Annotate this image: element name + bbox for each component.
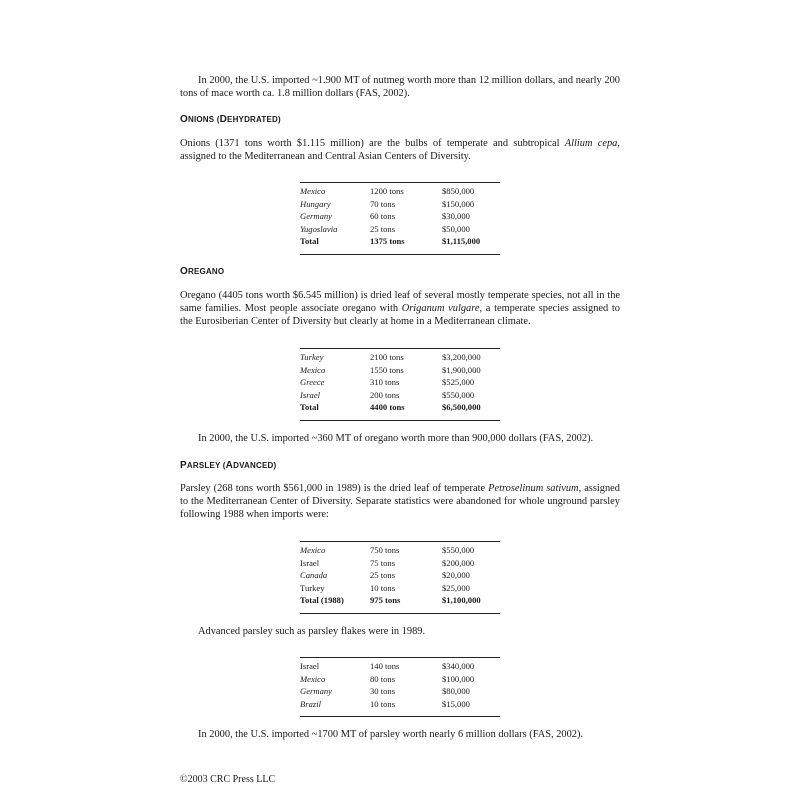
quantity-cell: 60 tons: [370, 211, 396, 221]
heading-onions-rest: NIONS (: [187, 115, 220, 124]
value-cell: $6,500,000: [442, 401, 500, 420]
table-row: [300, 183, 500, 198]
quantity-cell: 2100 tons: [370, 349, 442, 364]
value-cell: $550,000: [442, 542, 500, 557]
table-row: [300, 658, 500, 673]
country-cell: Mexico: [300, 183, 370, 198]
paragraph-parsley-a: Parsley (268 tons worth $561,000 in 1989) is the dried leaf of temperate: [180, 483, 489, 494]
heading-parsley-initial: P: [180, 460, 187, 471]
copyright-footer: ©2003 CRC Press LLC: [180, 774, 276, 785]
paragraph-oregano-a: Oregano (4405 tons worth $6.545 million) is dried leaf of several mostly temperate species, not all in the same families. Most people associate oregano with: [180, 290, 620, 314]
country-cell: Israel: [300, 658, 370, 673]
value-cell: $100,000: [442, 673, 475, 684]
paragraph-onions-a: Onions (1371 tons worth $1.115 million) are the bulbs of temperate and subtropical: [180, 138, 565, 149]
quantity-cell: 1200 tons: [370, 183, 442, 198]
paragraph-onions-b: , assigned to the Mediterranean and Central Asian Centers of Diversity.: [180, 138, 620, 162]
heading-parsley-rest2: DVANCED): [233, 461, 277, 470]
quantity-cell: 75 tons: [370, 557, 396, 568]
heading-parsley: [180, 460, 276, 471]
species-allium: Allium cepa: [564, 138, 618, 149]
value-cell: $150,000: [442, 198, 475, 209]
table-row: [300, 349, 500, 364]
table-row: [300, 542, 500, 557]
country-cell: Israel: [300, 389, 321, 400]
country-cell: Total: [300, 401, 370, 420]
paragraph-oregano-imports: In 2000, the U.S. imported ~360 MT of oregano worth more than 900,000 dollars (FAS, 2002).: [198, 433, 594, 444]
country-cell: Brazil: [300, 698, 370, 717]
country-cell: Mexico: [300, 673, 326, 684]
paragraph-advanced-parsley: Advanced parsley such as parsley flakes were in 1989.: [198, 626, 426, 637]
country-cell: Germany: [300, 211, 332, 221]
species-petroselinum: Petroselinum sativum: [488, 483, 579, 494]
table-row: [300, 210, 500, 223]
table-row: [300, 376, 500, 389]
country-cell: Hungary: [300, 198, 331, 209]
heading-parsley-initial2: A: [225, 460, 234, 471]
value-cell: $525,000: [442, 377, 475, 387]
table-oregano: [300, 348, 500, 421]
quantity-cell: 80 tons: [370, 673, 396, 684]
value-cell: $200,000: [442, 557, 475, 568]
country-cell: Germany: [300, 686, 332, 696]
table-row: [300, 401, 500, 420]
table-row: [300, 685, 500, 698]
paragraph-parsley-imports: In 2000, the U.S. imported ~1700 MT of parsley worth nearly 6 million dollars (FAS, 2002).: [198, 729, 584, 740]
table-row: [300, 673, 500, 686]
country-cell: Total: [300, 235, 370, 254]
table-row: [300, 557, 500, 570]
value-cell: $550,000: [442, 389, 475, 400]
country-cell: Yugoslavia: [300, 223, 338, 234]
value-cell: $850,000: [442, 183, 500, 198]
quantity-cell: 1375 tons: [370, 235, 442, 254]
country-cell: Total (1988): [300, 594, 370, 613]
table-row: [300, 698, 500, 717]
value-cell: $1,100,000: [442, 594, 500, 613]
heading-onions: [180, 114, 281, 125]
paragraph-onions: [180, 137, 620, 163]
quantity-cell: 975 tons: [370, 594, 442, 613]
table-row: [300, 235, 500, 254]
paragraph-oregano-b: , a temperate species assigned to the Eurosiberian Center of Diversity but clearly at home in a Mediterranean climate.: [180, 303, 620, 327]
value-cell: $30,000: [442, 211, 470, 221]
table-onions: [300, 182, 500, 255]
country-cell: Mexico: [300, 542, 370, 557]
value-cell: $20,000: [442, 570, 470, 580]
paragraph-parsley: [180, 482, 620, 521]
quantity-cell: 70 tons: [370, 198, 396, 209]
quantity-cell: 4400 tons: [370, 401, 442, 420]
value-cell: $340,000: [442, 658, 500, 673]
table-row: [300, 389, 500, 402]
value-cell: $3,200,000: [442, 349, 500, 364]
quantity-cell: 10 tons: [370, 582, 396, 593]
heading-oregano-rest: REGANO: [187, 267, 225, 276]
table-row: [300, 569, 500, 582]
heading-oregano-initial: O: [180, 266, 188, 277]
quantity-cell: 25 tons: [370, 570, 396, 580]
table-row: [300, 198, 500, 211]
value-cell: $50,000: [442, 223, 470, 234]
quantity-cell: 310 tons: [370, 377, 400, 387]
value-cell: $1,900,000: [442, 364, 481, 375]
country-cell: Canada: [300, 570, 328, 580]
country-cell: Greece: [300, 377, 325, 387]
table-row: [300, 364, 500, 377]
heading-oregano: [180, 266, 224, 277]
heading-onions-initial2: D: [219, 114, 228, 125]
table-row: [300, 582, 500, 595]
paragraph-nutmeg: In 2000, the U.S. imported ~1.900 MT of nutmeg worth more than 12 million dollars, and nearly 200 tons of mace worth ca. 1.8 million dollars (FAS, 2002).: [180, 75, 620, 99]
quantity-cell: 200 tons: [370, 389, 400, 400]
paragraph-oregano: [180, 289, 620, 328]
value-cell: $15,000: [442, 698, 500, 717]
heading-parsley-rest: ARSLEY (: [186, 461, 226, 470]
quantity-cell: 750 tons: [370, 542, 442, 557]
quantity-cell: 1550 tons: [370, 364, 404, 375]
species-origanum: Origanum vulgare: [401, 303, 480, 314]
country-cell: Israel: [300, 557, 320, 568]
table-parsley-1988: [300, 541, 500, 614]
value-cell: $25,000: [442, 582, 470, 593]
paragraph-parsley-b: , assigned to the Mediterranean Center of Diversity. Separate statistics were abandoned for whole unground parsley following 1988 when imports were:: [180, 483, 620, 520]
value-cell: $1,115,000: [442, 235, 500, 254]
country-cell: Turkey: [300, 582, 325, 593]
table-row: [300, 594, 500, 613]
heading-onions-rest2: EHYDRATED): [227, 115, 281, 124]
quantity-cell: 140 tons: [370, 658, 442, 673]
table-parsley-1989: [300, 657, 500, 717]
quantity-cell: 10 tons: [370, 698, 442, 717]
quantity-cell: 25 tons: [370, 223, 396, 234]
country-cell: Turkey: [300, 349, 370, 364]
table-row: [300, 223, 500, 236]
value-cell: $80,000: [442, 686, 470, 696]
quantity-cell: 30 tons: [370, 686, 396, 696]
heading-onions-initial: O: [180, 114, 188, 125]
country-cell: Mexico: [300, 364, 326, 375]
